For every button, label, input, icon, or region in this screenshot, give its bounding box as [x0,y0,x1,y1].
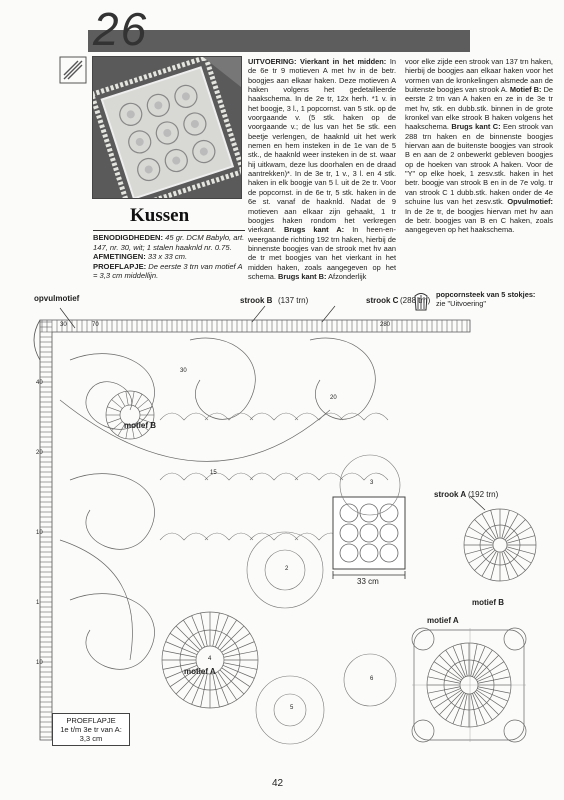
proeflapje-box [52,713,130,746]
proeflapje-label: PROEFLAPJE: [93,261,147,271]
instructions-column-1 [248,57,396,281]
label-motief-a-right: motief A [427,616,459,625]
row-number: 10 [36,530,43,536]
label-motief-b-right: motief B [472,598,504,607]
label-opvulmotief: opvulmotief [34,294,80,303]
row-number: 30 [60,322,67,328]
row-number: 1 [36,600,40,606]
diagram-svg [0,300,564,775]
row-number: 6 [370,676,374,682]
brugs-b-label: Brugs kant B: [278,271,327,281]
column2-body: voor elke zijde een strook van 137 trn haken, hierbij de boogjes aan elkaar haken voor het vormen van de kronkelingen alsmede aan de buitenste boogjes van strook A. [405,57,553,95]
row-number: 2 [285,566,289,572]
row-number: 10 [36,660,43,666]
motief-b-left-drawing [106,391,154,439]
label-strook-c: strook C [366,296,399,305]
row-number: 20 [330,395,337,401]
label-motief-a-left: motief A [184,667,216,676]
proef-line3: 3,3 cm [79,734,103,743]
afmetingen-label: AFMETINGEN: [93,252,146,262]
row-number: 30 [180,368,187,374]
proef-line2: 1e t/m 3e tr van A: [60,725,122,734]
label-motief-b-left: motief B [124,421,156,430]
row-number: 5 [290,705,294,711]
benodigdheden-text: 45 gr. DCM Babylo, art. 147, nr. 30, wit; 1 stalen haaknld nr. 0.75. [93,233,245,252]
label-strook-c-count: (288 trn) [400,296,431,305]
popcorn-sub: zie "Uitvoering" [436,299,487,308]
label-strook-a-count: (192 trn) [468,490,499,499]
brugs-b-text: Afzonderlijk [328,271,367,281]
cushion-photo [92,56,242,199]
row-number: 40 [36,380,43,386]
motief-b-right-drawing [464,509,536,581]
brugs-a-label: Brugs kant A: [283,225,345,235]
row-number: 20 [36,450,43,456]
proeflapje-text: De eerste 3 trn van motief A = 3,3 cm middellijn. [93,261,243,281]
motief-b-label: Motief B: [509,85,542,95]
brugs-c-label: Brugs kant C: [451,122,501,132]
row-number: 15 [210,470,217,476]
opvulmotief-text: In de 2e tr, de boogjes hiervan met hv aan de betr. boogjes van B en C haken, zoals aangegeven op het haakschema. [405,206,553,235]
brugs-a-text: In heen-en-weergaande richting 192 trn haken, hierbij de binnenste boogjes van de strook met hv aan de tr met boogjes van het vierkant in het midden haken, zoals aangegeven op het schema. [248,225,396,281]
row-number: 4 [208,656,212,662]
label-size: 33 cm [357,577,379,586]
opvulmotief-label: Opvulmotief: [507,197,553,207]
row-number: 280 [380,322,391,328]
motief-b-text: De eerste 2 trn van A haken en ze in de 3e tr met hv, stk. en dubb.stk. binnen in de grote kronkel van elke strook B haken volgens het haakschema. [405,85,554,132]
pattern-number: 26 [93,3,149,55]
row-number: 70 [92,322,99,328]
instructions-column-2 [405,57,553,235]
afmetingen-text: 33 x 33 cm. [147,252,188,262]
popcorn-label: popcornsteek van 5 stokjes: [436,290,536,299]
brugs-c-text: Een strook van 288 trn haken en de binnenste boogjes hiervan aan de buitenste boogjes van strook B en aan de 2 onbewerkt gebleven boogjes op de hoeken van strook A haken. Voor de "Y" op elke hoek, 1 zesv.stk. haken in het betr. boogje van strook B en in de 7e volg. tr van strook C 1 dubb.stk. haken onder de 4e schuine lus van het zesv.stk. [405,122,553,207]
uitvoering-body: In de 6e tr 9 motieven A met hv in de betr. boogjes aan elkaar haken. Deze motieven A haken volgens het gedetailleerde haakschema. In de 2e tr, 12x herh. *1 v. in het boogje, 3 l., 1 popcornst. van 5 stk. op de voorgaande v. (5 stk. haken op de voorgaande v.; de lus van het 5e stk. een beetje verlengen, de haaknld uit het werk nemen en hem insteken in de 1e van de 5 stk., de haaknld weer insteken in de st. waar hij uitkwam, deze lus doorhalen en de draad aantrekken)*. In de 3e tr, 1 v., 3 l. en 4 stk. haken in elk boogje van 5 l. uit de 2e tr. Voor de popcornst. in de 6e tr, 5 stk. haken in de 6e st. vanaf de haaknld. Nadat de 9 motieven aan elkaar zijn gehaakt, 1 tr boogjes haken rondom het verkregen vierkant. [248,57,396,235]
label-strook-a: strook A [434,490,467,499]
row-number: 3 [370,480,374,486]
page-number: 42 [272,778,284,789]
proef-line1: PROEFLAPJE [66,716,116,725]
scissors-icon [59,56,87,84]
benodigdheden-label: BENODIGDHEDEN: [93,233,164,242]
page-title: Kussen [130,205,190,226]
label-strook-b: strook B [240,296,273,305]
materials-block [93,230,245,281]
uitvoering-heading: UITVOERING: Vierkant in het midden: [248,57,387,66]
label-strook-b-count: (137 trn) [278,296,309,305]
center-square-swatch [333,497,405,579]
